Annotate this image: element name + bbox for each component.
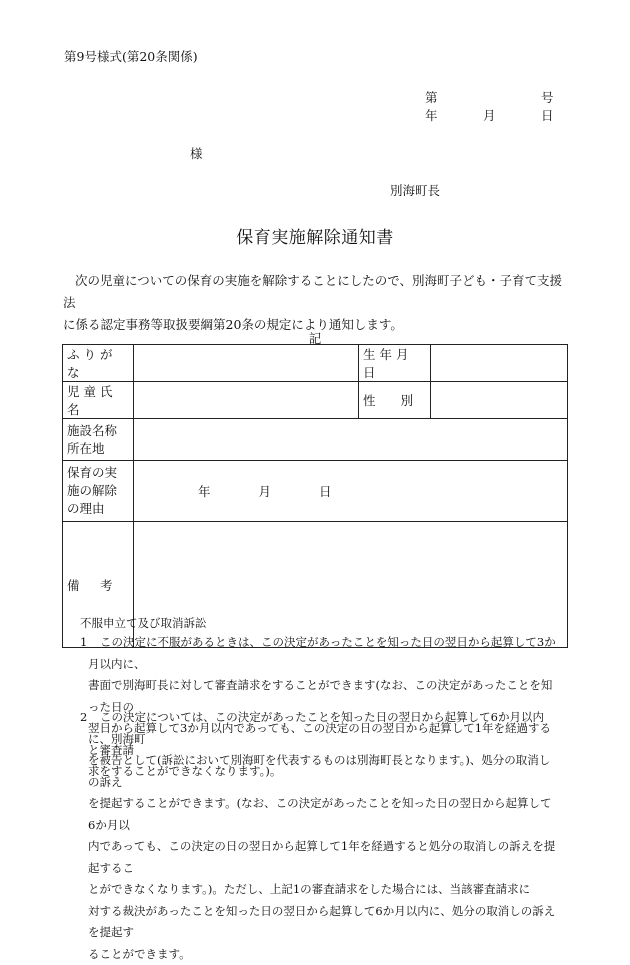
birthdate-label: 生年月日 — [359, 345, 431, 382]
note-item-1-number: 1 — [80, 632, 87, 654]
note-item-1-line-4: 求をすることができなくなります。)。 — [88, 761, 558, 783]
note-item-2 — [88, 707, 558, 965]
reason-label-line-3: の理由 — [67, 500, 129, 518]
info-table — [62, 344, 568, 648]
issuer: 別海町長 — [390, 181, 440, 199]
facility-label — [63, 419, 134, 461]
body-line-1: 次の児童についての保育の実施を解除することにしたので、別海町子ども・子育て支援法 — [63, 270, 563, 314]
facility-value — [134, 419, 568, 461]
form-label: 第9号様式(第20条関係) — [64, 47, 198, 65]
notes-heading: 不服申立て及び取消訴訟 — [80, 615, 207, 631]
birthdate-value — [431, 345, 568, 382]
furigana-label: ふりがな — [63, 345, 134, 382]
child-name-value — [134, 382, 359, 419]
note-item-2-line-7: ることができます。 — [88, 944, 558, 965]
sex-value — [431, 382, 568, 419]
note-item-2-line-6: 対する裁決があったことを知った日の翌日から起算して6か月以内に、処分の取消しの訴えを提起す — [88, 901, 558, 944]
reason-date-day: 日 — [319, 482, 332, 500]
sex-label: 性 別 — [359, 382, 431, 419]
number-go: 号 — [541, 88, 554, 106]
reason-date — [138, 482, 563, 500]
reason-date-month: 月 — [259, 482, 272, 500]
reason-label-line-1: 保育の実 — [67, 464, 129, 482]
note-item-2-line-4: 内であっても、この決定の日の翌日から起算して1年を経過すると処分の取消しの訴えを提起するこ — [88, 836, 558, 879]
date-month-label: 月 — [483, 106, 496, 124]
note-item-1-line-1: この決定に不服があるときは、この決定があったことを知った日の翌日から起算して3か月以内に、 — [88, 632, 558, 675]
note-item-2-line-2: を被告として(訴訟において別海町を代表するものは別海町長となります。)、処分の取消しの訴え — [88, 750, 558, 793]
facility-label-line-1: 施設名称 — [67, 422, 129, 440]
body-paragraph — [63, 270, 563, 336]
note-item-1-line-2: 書面で別海町長に対して審査請求をすることができます(なお、この決定があったことを知った日の — [88, 675, 558, 718]
note-item-2-line-1: この決定については、この決定があったことを知った日の翌日から起算して6か月以内に、別海町 — [88, 707, 558, 750]
recipient-suffix: 様 — [190, 144, 203, 162]
note-item-2-line-5: とができなくなります。)。ただし、上記1の審査請求をした場合には、当該審査請求に — [88, 879, 558, 901]
date-year-label: 年 — [425, 106, 438, 124]
facility-label-line-2: 所在地 — [67, 440, 129, 458]
remarks-label: 備 考 — [63, 522, 134, 648]
ki-marker: 記 — [0, 329, 630, 347]
furigana-value — [134, 345, 359, 382]
reason-label — [63, 461, 134, 522]
document-title: 保育実施解除通知書 — [0, 223, 630, 248]
date-day-label: 日 — [541, 106, 554, 124]
reason-value — [134, 461, 568, 522]
reason-label-line-2: 施の解除 — [67, 482, 129, 500]
note-item-2-line-3: を提起することができます。(なお、この決定があったことを知った日の翌日から起算して6か月以 — [88, 793, 558, 836]
child-name-label: 児童氏名 — [63, 382, 134, 419]
body-line-2: に係る認定事務等取扱要綱第20条の規定により通知します。 — [63, 314, 563, 336]
note-item-2-number: 2 — [80, 707, 87, 729]
reason-date-year: 年 — [198, 482, 211, 500]
number-dai: 第 — [425, 88, 438, 106]
note-item-1-line-3: 翌日から起算して3か月以内であっても、この決定の日の翌日から起算して1年を経過すると審査請 — [88, 718, 558, 761]
